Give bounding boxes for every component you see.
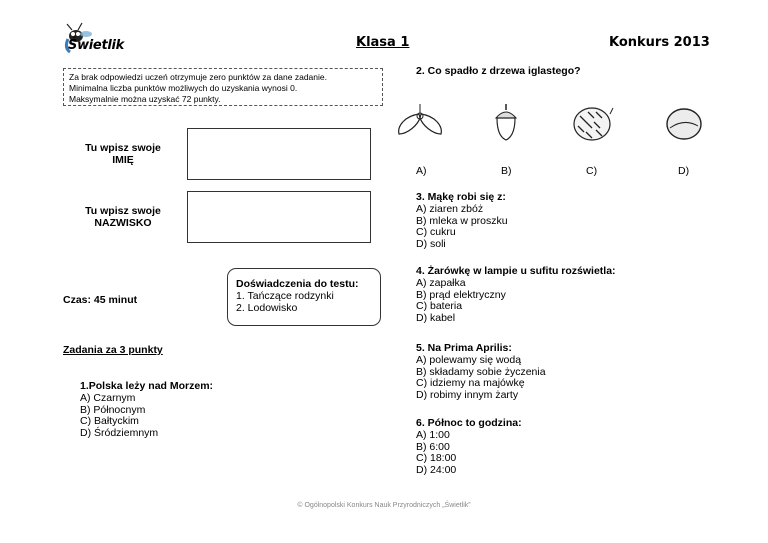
experiments-box	[227, 268, 381, 326]
q1-option-d[interactable]: D) Śródziemnym	[80, 427, 159, 440]
experiments-title: Doświadczenia do testu:	[236, 278, 359, 290]
rules-box	[63, 68, 383, 106]
q5-option-c[interactable]: C) idziemy na majówkę	[416, 377, 525, 390]
q6-option-c[interactable]: C) 18:00	[416, 452, 457, 465]
q1-option-c[interactable]: C) Bałtyckim	[80, 415, 139, 428]
experiment-item: 1. Tańczące rodzynki	[236, 290, 334, 302]
question-3: 3. Mąkę robi się z: A) ziaren zbóż B) mleka w proszku C) cukru D) soli	[416, 191, 508, 251]
last-name-field[interactable]	[187, 191, 371, 243]
rule-line: Za brak odpowiedzi uczeń otrzymuje zero punktów za dane zadanie.	[69, 72, 327, 82]
experiment-item: 2. Lodowisko	[236, 302, 298, 314]
first-name-field[interactable]	[187, 128, 371, 180]
q3-option-c[interactable]: C) cukru	[416, 226, 456, 239]
section-title: Zadania za 3 punkty	[63, 344, 163, 356]
q3-option-b[interactable]: B) mleka w proszku	[416, 214, 508, 227]
q5-option-b[interactable]: B) składamy sobie życzenia	[416, 365, 546, 378]
q4-option-c[interactable]: C) bateria	[416, 300, 463, 313]
q6-option-b[interactable]: B) 6:00	[416, 440, 450, 453]
logo-text: Świetlik	[68, 38, 125, 53]
q3-option-a[interactable]: A) ziaren zbóż	[416, 202, 484, 215]
q6-option-d[interactable]: D) 24:00	[416, 464, 457, 477]
q3-option-d[interactable]: D) soli	[416, 238, 446, 251]
q4-option-a[interactable]: A) zapałka	[416, 276, 466, 289]
q4-option-d[interactable]: D) kabel	[416, 312, 456, 325]
q5-option-a[interactable]: A) polewamy się wodą	[416, 353, 522, 366]
question-1: 1.Polska leży nad Morzem: A) Czarnym B) Północnym C) Bałtyckim D) Śródziemnym	[80, 380, 214, 440]
q2-answer-a[interactable]: A)	[416, 165, 427, 177]
rule-line: Minimalna liczba punktów możliwych do uzyskania wynosi 0.	[69, 83, 298, 93]
q5-option-d[interactable]: D) robimy innym żarty	[416, 389, 519, 402]
question-4: 4. Żarówkę w lampie u sufitu rozświetla: A) zapałka B) prąd elektryczny C) bateria D) kabel	[416, 265, 616, 325]
q2-answer-b[interactable]: B)	[501, 165, 512, 177]
question-2: 2. Co spadło z drzewa iglastego?	[416, 65, 581, 77]
footer-copyright: © Ogólnopolski Konkurs Nauk Przyrodniczych „Świetlik”	[297, 502, 471, 509]
maple-seed-icon	[395, 100, 445, 144]
q6-option-a[interactable]: A) 1:00	[416, 428, 450, 441]
class-title: Klasa 1	[356, 35, 410, 50]
q4-option-b[interactable]: B) prąd elektryczny	[416, 288, 506, 301]
chestnut-icon	[664, 104, 704, 142]
q2-answer-c[interactable]: C)	[586, 165, 598, 177]
first-name-label: Tu wpisz swoje IMIĘ	[85, 142, 161, 166]
contest-title: Konkurs 2013	[609, 35, 710, 50]
q2-answer-d[interactable]: D)	[678, 165, 690, 177]
question-5: 5. Na Prima Aprilis: A) polewamy się wodą B) składamy sobie życzenia C) idziemy na majówkę D) robimy innym żarty	[416, 342, 546, 402]
acorn-icon	[493, 102, 519, 142]
q1-option-a[interactable]: A) Czarnym	[80, 391, 136, 404]
last-name-label: Tu wpisz swoje NAZWISKO	[85, 205, 161, 229]
rule-line: Maksymalnie można uzyskać 72 punkty.	[69, 94, 221, 104]
question-6: 6. Północ to godzina: A) 1:00 B) 6:00 C) 18:00 D) 24:00	[416, 417, 522, 477]
time-label: Czas: 45 minut	[63, 294, 138, 306]
q1-option-b[interactable]: B) Północnym	[80, 403, 146, 416]
pine-cone-icon	[570, 100, 614, 144]
